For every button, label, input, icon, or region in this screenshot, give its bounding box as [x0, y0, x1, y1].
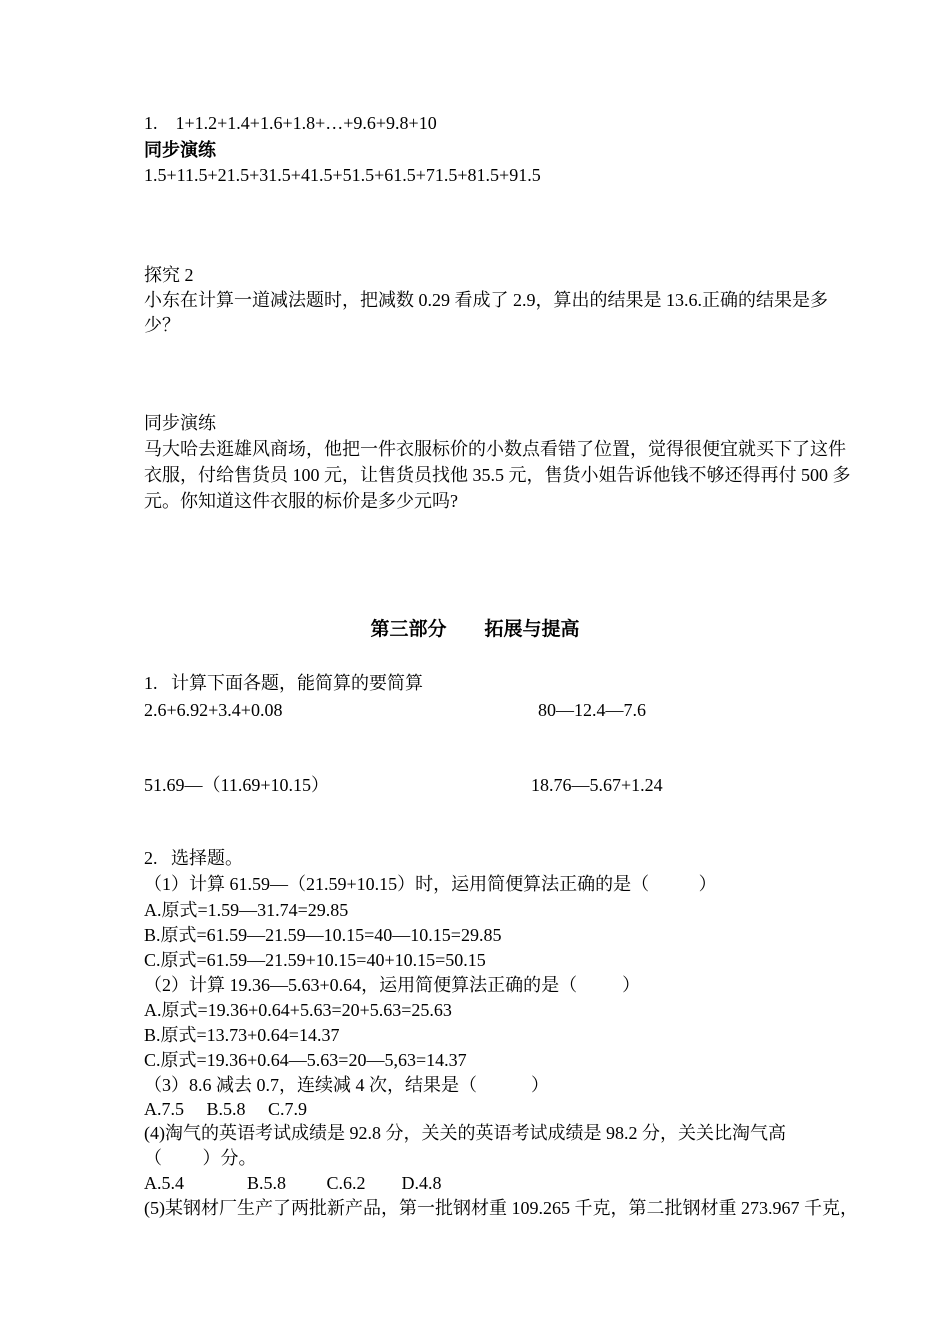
sync-practice-2-problem-line-3: 元。你知道这件衣服的标价是多少元吗?	[144, 491, 458, 511]
explore-2-problem-line-2: 少？	[144, 315, 180, 335]
q1-expression-1-left: 2.6+6.92+3.4+0.08	[144, 700, 283, 720]
q2-sub1-option-a: A.原式=1.59—31.74=29.85	[144, 900, 349, 920]
q1-expression-1-right: 80—12.4—7.6	[538, 700, 646, 720]
sync-practice-1-item: 1.5+11.5+21.5+31.5+41.5+51.5+61.5+71.5+81.5+91.5	[144, 165, 541, 185]
q2-sub3-options: A.7.5 B.5.8 C.7.9	[144, 1099, 308, 1119]
explore-2-problem-line-1: 小东在计算一道减法题时，把减数 0.29 看成了 2.9，算出的结果是 13.6.正确的结果是多	[144, 290, 828, 310]
exercise-1-series-sum: 1. 1+1.2+1.4+1.6+1.8+…+9.6+9.8+10	[144, 113, 437, 133]
q2-sub5-question-line-1: (5)某钢材厂生产了两批新产品，第一批钢材重 109.265 千克，第二批钢材重 273.967 千克，	[144, 1198, 858, 1218]
q2-sub1-option-b: B.原式=61.59—21.59—10.15=40—10.15=29.85	[144, 925, 502, 945]
q1-expression-2-left: 51.69—（11.69+10.15）	[144, 775, 329, 795]
q2-sub4-question-line-2: （ ）分。	[144, 1148, 257, 1168]
q2-sub3-question: （3）8.6 减去 0.7，连续减 4 次，结果是（ ）	[144, 1075, 549, 1095]
q2-sub2-question: （2）计算 19.36—5.63+0.64，运用简便算法正确的是（ ）	[144, 975, 641, 995]
q2-sub2-option-b: B.原式=13.73+0.64=14.37	[144, 1025, 340, 1045]
q2-sub4-question-line-1: (4)淘气的英语考试成绩是 92.8 分，关关的英语考试成绩是 98.2 分，关关比淘气高	[144, 1123, 786, 1143]
q1-expression-2-right: 18.76—5.67+1.24	[531, 775, 663, 795]
q1-instruction: 1. 计算下面各题，能简算的要简算	[144, 673, 423, 693]
q2-sub4-options: A.5.4 B.5.8 C.6.2 D.4.8	[144, 1173, 442, 1193]
sync-practice-2-problem-line-1: 马大哈去逛雄风商场，他把一件衣服标价的小数点看错了位置，觉得很便宜就买下了这件	[144, 439, 846, 459]
q2-sub1-question: （1）计算 61.59—（21.59+10.15）时，运用简便算法正确的是（ ）	[144, 874, 717, 894]
sync-practice-2-problem-line-2: 衣服，付给售货员 100 元，让售货员找他 35.5 元，售货小姐告诉他钱不够还得再付 500 多	[144, 465, 851, 485]
sync-practice-2-heading: 同步演练	[144, 413, 216, 433]
q2-sub2-option-c: C.原式=19.36+0.64—5.63=20—5,63=14.37	[144, 1050, 467, 1070]
q2-sub2-option-a: A.原式=19.36+0.64+5.63=20+5.63=25.63	[144, 1000, 452, 1020]
part-3-heading: 第三部分 拓展与提高	[370, 619, 580, 640]
q2-instruction: 2. 选择题。	[144, 848, 243, 868]
explore-2-heading: 探究 2	[144, 265, 194, 285]
q2-sub1-option-c: C.原式=61.59—21.59+10.15=40+10.15=50.15	[144, 950, 486, 970]
sync-practice-1-heading: 同步演练	[144, 140, 216, 160]
